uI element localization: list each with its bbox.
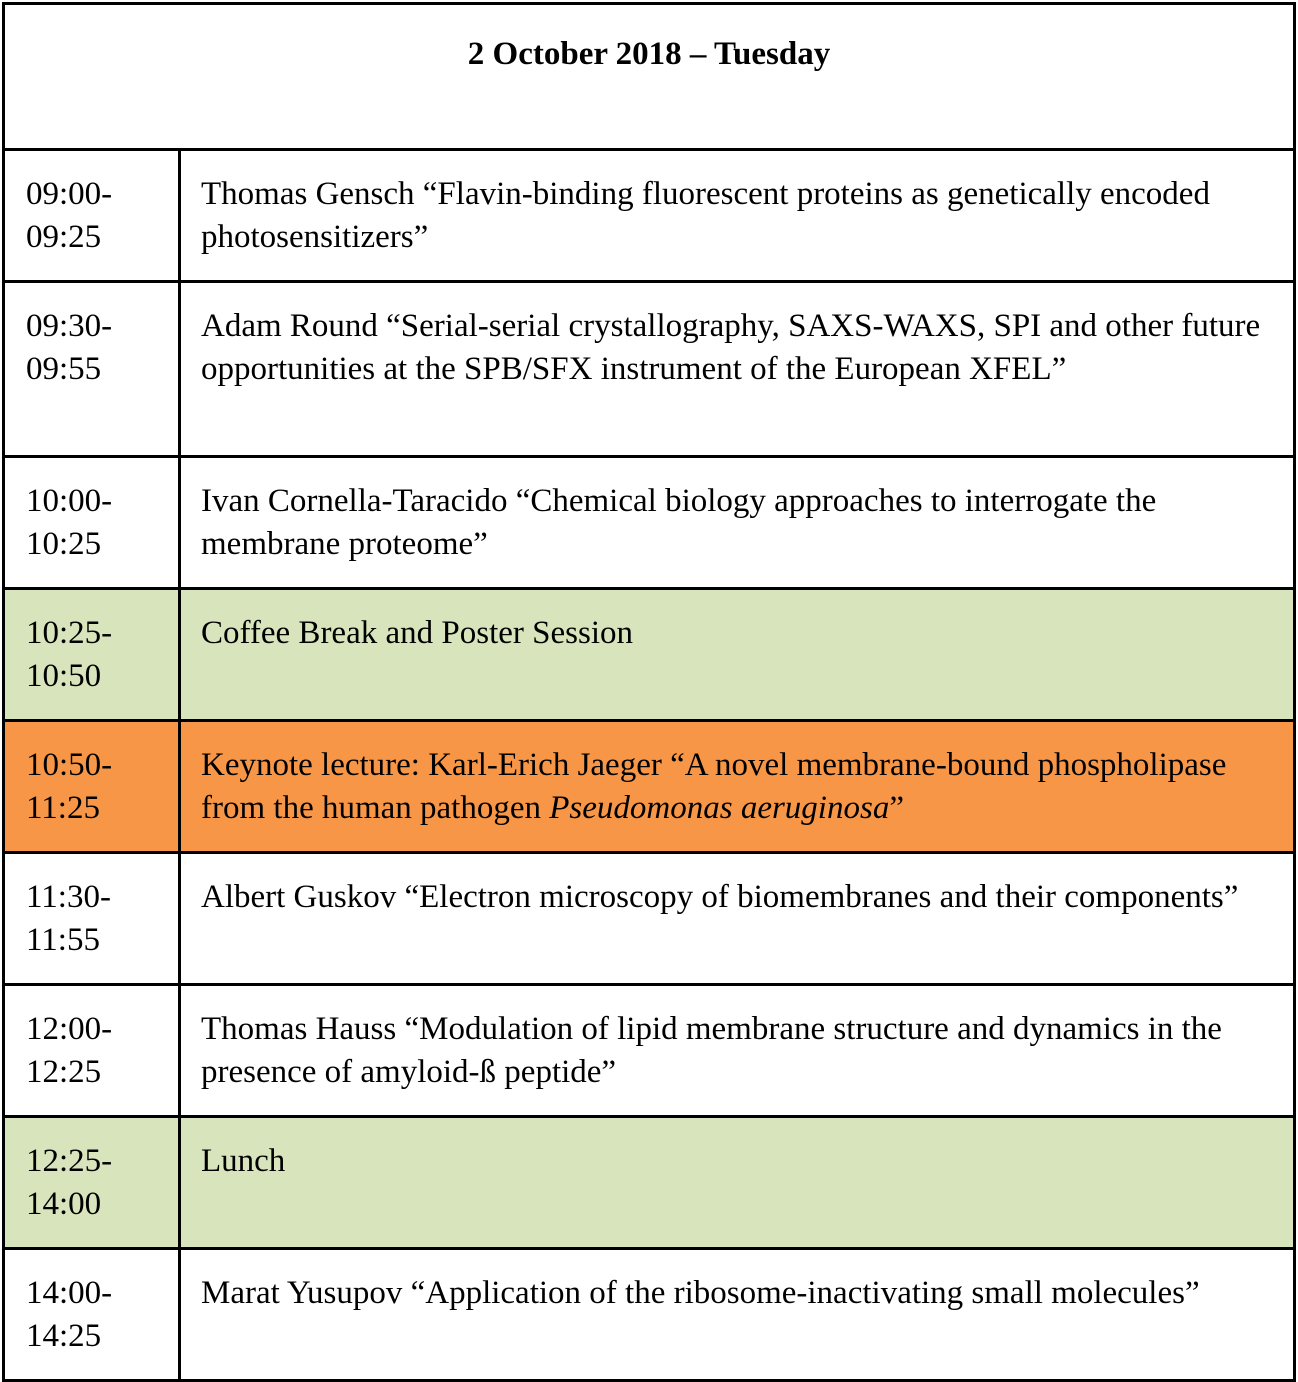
time-cell (4, 589, 180, 721)
table-row (4, 985, 1295, 1117)
time-start: 11:30- (26, 879, 111, 915)
time-end: 10:50 (26, 658, 102, 694)
talk-cell: Marat Yusupov “Application of the ribosome-inactivating small molecules” (180, 1249, 1295, 1381)
table-row (4, 282, 1295, 457)
talk-cell: Thomas Hauss “Modulation of lipid membrane structure and dynamics in the presence of amyloid-ß peptide” (180, 985, 1295, 1117)
time-cell (4, 853, 180, 985)
table-row (4, 1249, 1295, 1381)
time-start: 14:00- (26, 1275, 113, 1311)
time-start: 12:00- (26, 1011, 113, 1047)
time-end: 09:25 (26, 219, 102, 255)
day-header-row (4, 4, 1295, 150)
time-end: 10:25 (26, 526, 102, 562)
time-cell (4, 721, 180, 853)
table-row (4, 457, 1295, 589)
keynote-text-end: ” (889, 790, 904, 826)
time-cell (4, 985, 180, 1117)
keynote-species: Pseudomonas aeruginosa (549, 790, 890, 826)
talk-cell: Ivan Cornella-Taracido “Chemical biology approaches to interrogate the membrane proteome” (180, 457, 1295, 589)
time-end: 09:55 (26, 351, 102, 387)
time-cell (4, 282, 180, 457)
time-start: 10:00- (26, 483, 113, 519)
time-cell (4, 1249, 180, 1381)
keynote-row (4, 721, 1295, 853)
break-row (4, 1117, 1295, 1249)
time-start: 09:30- (26, 308, 113, 344)
break-cell: Lunch (180, 1117, 1295, 1249)
time-start: 12:25- (26, 1143, 113, 1179)
time-end: 14:25 (26, 1318, 102, 1354)
time-cell (4, 457, 180, 589)
time-end: 11:55 (26, 922, 100, 958)
keynote-cell (180, 721, 1295, 853)
talk-cell: Thomas Gensch “Flavin-binding fluorescent proteins as genetically encoded photosensitizers” (180, 150, 1295, 282)
talk-cell: Adam Round “Serial-serial crystallography, SAXS-WAXS, SPI and other future opportunities at the SPB/SFX instrument of the European XFEL” (180, 282, 1295, 457)
schedule-table (2, 2, 1296, 1382)
table-row (4, 853, 1295, 985)
keynote-text: Keynote lecture: Karl-Erich Jaeger “A novel membrane-bound phospholipase from the human pathogen (201, 747, 1227, 826)
time-cell (4, 150, 180, 282)
time-end: 14:00 (26, 1186, 102, 1222)
time-start: 10:50- (26, 747, 113, 783)
time-start: 10:25- (26, 615, 113, 651)
day-title: 2 October 2018 – Tuesday (4, 4, 1295, 150)
talk-cell: Albert Guskov “Electron microscopy of biomembranes and their components” (180, 853, 1295, 985)
break-row (4, 589, 1295, 721)
time-start: 09:00- (26, 176, 113, 212)
time-end: 11:25 (26, 790, 100, 826)
time-cell (4, 1117, 180, 1249)
table-row (4, 150, 1295, 282)
break-cell: Coffee Break and Poster Session (180, 589, 1295, 721)
time-end: 12:25 (26, 1054, 102, 1090)
